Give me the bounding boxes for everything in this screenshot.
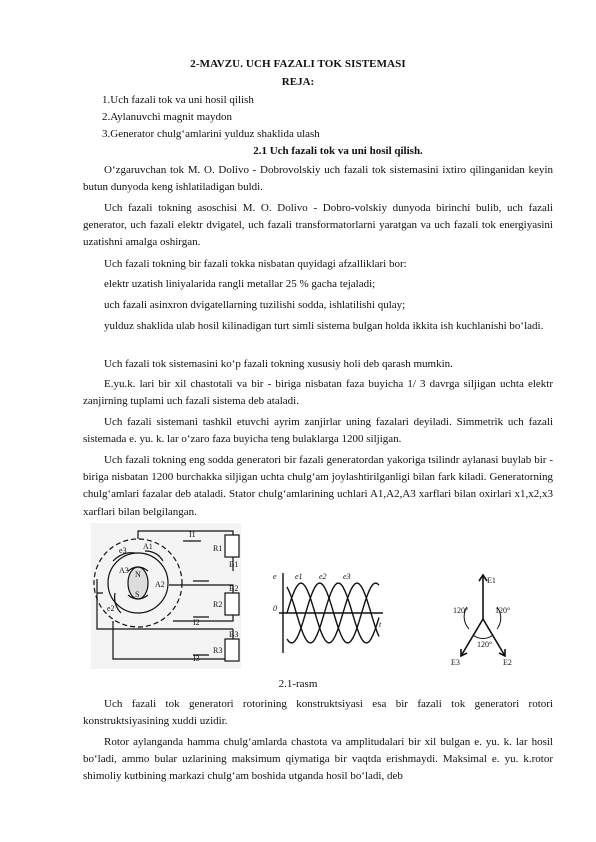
svg-text:B3: B3 [229, 630, 239, 639]
paragraph: elektr uzatish liniyalarida rangli metallar 25 % gacha tejaladi; [104, 278, 376, 290]
paragraph: Uch fazali tokning bir fazali tokka nisbatan quyidagi afzalliklari bor: [104, 258, 407, 270]
sine-waves [279, 573, 383, 653]
paragraph: E.yu.k. lari bir xil chastotali va bir - biriga nisbatan faza buyicha 1/ 3 davrga siljigan uchta elektr zanjirning tuplami uch fazali sistema deb ataladi. [83, 378, 553, 408]
svg-text:I3: I3 [193, 654, 200, 663]
paragraph: yulduz shaklida ulab hosil kilinadigan turt simli sistema bulgan holda ikkita ish kuchlanishi bo‘ladi. [104, 320, 544, 332]
section-heading: 2.1 Uch fazali tok va uni hosil qilish. [253, 145, 423, 157]
svg-text:120°: 120° [453, 606, 469, 615]
svg-text:I2: I2 [193, 618, 200, 627]
svg-text:E3: E3 [451, 658, 460, 667]
svg-text:R2: R2 [213, 600, 223, 609]
paragraph: Uch fazali tokning asoschisi M. O. Dolivo - Dobro-volskiy dunyoda birinchi bulib, uch fazali generator, uch fazali elektr dvigatel, uch fazali transformatorlarni yaratgan va uch fazali tok energiyasini uzatishni amalga oshirgan. [83, 202, 553, 249]
svg-text:R3: R3 [213, 646, 223, 655]
svg-text:N: N [135, 570, 141, 579]
plan-item: 2.Aylanuvchi magnit maydon [102, 111, 233, 123]
paragraph: Rotor aylanganda hamma chulg‘amlarda chastota va amplitudalari bir xil bulgan e. yu. k. lar hosil bo‘ladi, ammo bular uzlarining maksimum qiymatiga bir vaqtda erishmaydi. Maksimal e. yu. k.rotor shimoliy kutbining markazi chulg‘am boshida utganda hosil bo‘ladi, deb [83, 736, 553, 783]
paragraph: Uch fazali tokning eng sodda generatori bir fazali generatordan yakoriga tsilindr aylanasi buylab bir - biriga nisbatan 1200 burchakka siljigan uchta chulg‘am joylashtirilganligi bilan fark kiladi. Generatorning chulg‘amlari fazalar deb ataladi. Stator chulg‘amlarining uchlari A1,A2,A3 xarflari bilan oxirlari x1,x2,x3 xarflari bilan belgilangan. [83, 454, 553, 518]
svg-text:I1: I1 [189, 530, 196, 539]
svg-text:t: t [379, 620, 382, 629]
svg-text:120°: 120° [495, 606, 511, 615]
svg-text:e2: e2 [107, 604, 115, 613]
svg-text:120°: 120° [477, 640, 493, 649]
svg-text:e3: e3 [119, 546, 127, 555]
figure-2-1 [83, 521, 553, 671]
plan-item: 3.Generator chulg‘amlarini yulduz shaklida ulash [102, 128, 320, 140]
plan-item: 1.Uch fazali tok va uni hosil qilish [102, 94, 254, 106]
svg-text:S: S [135, 590, 140, 599]
svg-text:B1: B1 [229, 560, 239, 569]
figure-drawing [83, 521, 553, 671]
plan-heading: REJA: [281, 76, 315, 88]
svg-text:E2: E2 [503, 658, 512, 667]
svg-text:0: 0 [273, 604, 277, 613]
figure-caption: 2.1-rasm [278, 678, 318, 690]
svg-text:B2: B2 [229, 584, 239, 593]
svg-text:e1: e1 [295, 572, 303, 581]
document-title: 2-MAVZU. UCH FAZALI TOK SISTEMASI [190, 58, 406, 70]
svg-text:A1: A1 [143, 542, 153, 551]
paragraph: O‘zgaruvchan tok M. O. Dolivo - Dobrovolskiy uch fazali tok sistemasini ixtiro qilinganidan keyin butun dunyoda keng ishlatiladigan buldi. [83, 164, 553, 194]
paragraph: Uch fazali tok generatori rotorining konstruktsiyasi esa bir fazali tok generatori rotori konstruktsiyasining xuddi uzidir. [83, 698, 553, 728]
svg-text:A3: A3 [119, 566, 129, 575]
svg-text:R1: R1 [213, 544, 223, 553]
svg-text:A2: A2 [155, 580, 165, 589]
svg-text:e3: e3 [343, 572, 351, 581]
svg-text:e2: e2 [319, 572, 327, 581]
paragraph: Uch fazali sistemani tashkil etuvchi ayrim zanjirlar uning fazalari deyiladi. Simmetrik uch fazali sistemada e. yu. k. lar o‘zaro faza buyicha teng bulaklarga 1200 siljigan. [83, 416, 553, 446]
svg-text:E1: E1 [487, 576, 496, 585]
paragraph: uch fazali asinxron dvigatellarning tuzilishi sodda, ishlatilishi qulay; [104, 299, 406, 311]
paragraph: Uch fazali tok sistemasini ko‘p fazali tokning xususiy holi deb qarash mumkin. [104, 358, 453, 370]
svg-text:e: e [273, 572, 277, 581]
